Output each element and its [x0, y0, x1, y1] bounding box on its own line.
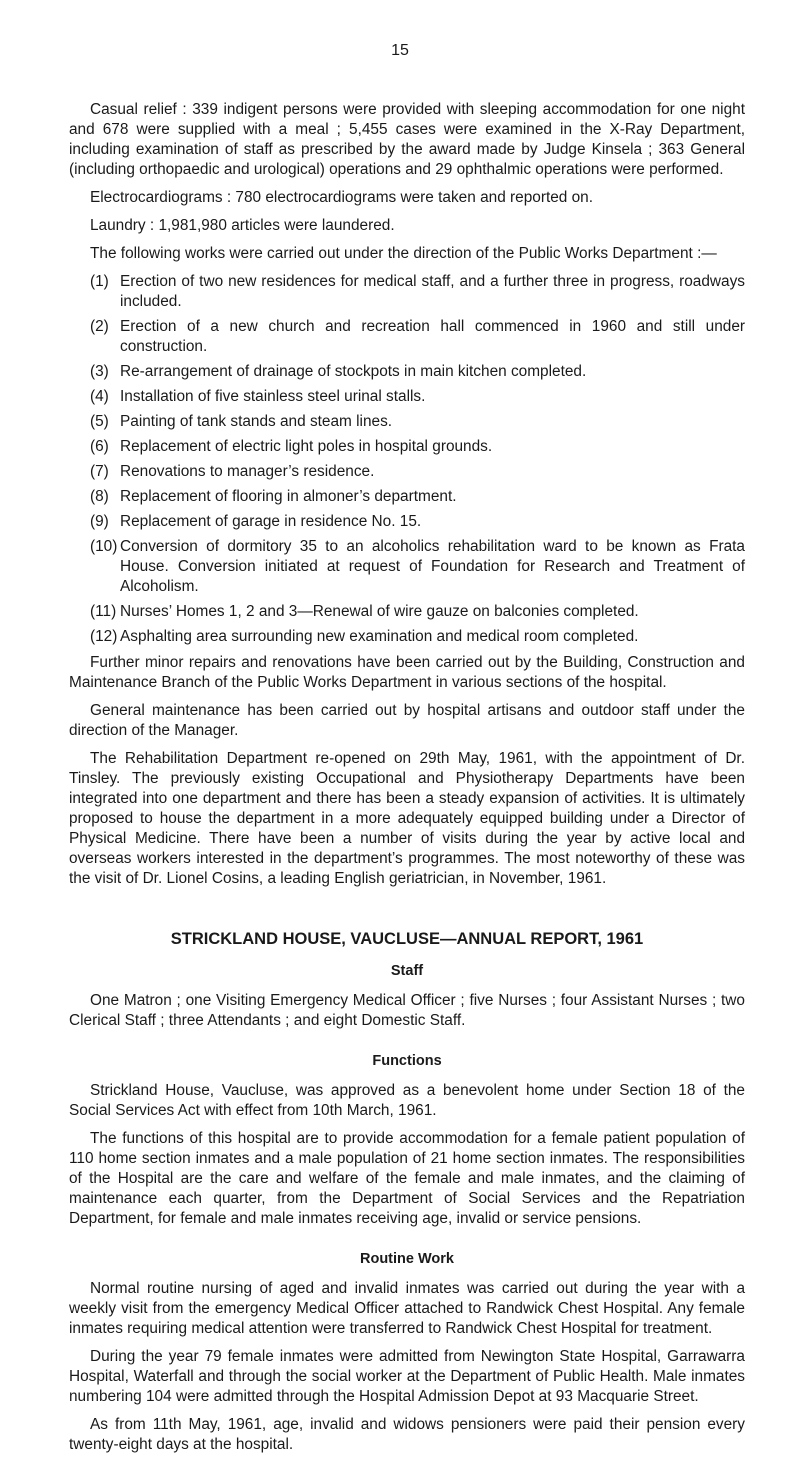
- public-works-intro-paragraph: The following works were carried out under the direction of the Public Works Department :—: [90, 245, 717, 262]
- list-item-number: (8): [90, 488, 109, 505]
- list-item: [69, 462, 745, 482]
- list-item: [69, 537, 745, 597]
- public-works-list: [69, 272, 745, 647]
- routine-work-paragraph: Normal routine nursing of aged and invalid inmates was carried out during the year with a weekly visit from the emergency Medical Officer attached to Randwick Chest Hospital. Any female inmates requiring medical attention were transferred to Randwick Chest Hospital for treatment.: [69, 1280, 745, 1337]
- laundry-paragraph: Laundry : 1,981,980 articles were laundered.: [90, 217, 395, 234]
- list-item: [69, 362, 745, 382]
- electrocardiograms-paragraph: Electrocardiograms : 780 electrocardiograms were taken and reported on.: [90, 189, 594, 206]
- casual-relief-paragraph: Casual relief : 339 indigent persons were provided with sleeping accommodation for one night and 678 were supplied with a meal ; 5,455 cases were examined in the X-Ray Department, including examination of staff as prescribed by the award made by Judge Kinsela ; 363 General (including orthopaedic and urological) operations and 29 ophthalmic operations were performed.: [69, 101, 745, 178]
- list-item: [69, 317, 745, 357]
- list-item: [69, 412, 745, 432]
- list-item-text: Erection of a new church and recreation hall commenced in 1960 and still under construction.: [120, 318, 745, 355]
- list-item: [69, 627, 745, 647]
- list-item: [69, 437, 745, 457]
- list-item-text: Asphalting area surrounding new examination and medical room completed.: [120, 628, 639, 645]
- functions-heading: Functions: [372, 1053, 442, 1069]
- list-item: [69, 487, 745, 507]
- routine-work-paragraph: As from 11th May, 1961, age, invalid and widows pensioners were paid their pension every twenty-eight days at the hospital.: [69, 1416, 745, 1453]
- minor-repairs-paragraph: Further minor repairs and renovations have been carried out by the Building, Construction and Maintenance Branch of the Public Works Department in various sections of the hospital.: [69, 654, 745, 691]
- list-item-number: (5): [90, 413, 109, 430]
- rehabilitation-paragraph: The Rehabilitation Department re-opened on 29th May, 1961, with the appointment of Dr. Tinsley. The previously existing Occupational and Physiotherapy Departments have been integrated into one department and there has been a steady expansion of activities. It is ultimately proposed to house the department in a more adequately equipped building under a Director of Physical Medicine. There have been a number of visits during the year by active local and overseas workers interested in the department’s programmes. The most noteworthy of these was the visit of Dr. Lionel Cosins, a leading English geriatrician, in November, 1961.: [69, 750, 745, 887]
- list-item: [69, 272, 745, 312]
- list-item-text: Conversion of dormitory 35 to an alcoholics rehabilitation ward to be known as Frata House. Conversion initiated at request of Foundation for Research and Treatment of Alcoholism.: [120, 538, 745, 595]
- section-title: STRICKLAND HOUSE, VAUCLUSE—ANNUAL REPORT, 1961: [170, 930, 644, 948]
- list-item-number: (7): [90, 463, 109, 480]
- list-item-text: Installation of five stainless steel urinal stalls.: [120, 388, 426, 405]
- list-item-number: (10): [90, 538, 118, 555]
- list-item-text: Erection of two new residences for medical staff, and a further three in progress, roadways included.: [120, 273, 745, 310]
- list-item-number: (6): [90, 438, 109, 455]
- list-item-number: (1): [90, 273, 109, 290]
- list-item: [69, 602, 745, 622]
- list-item-text: Nurses’ Homes 1, 2 and 3—Renewal of wire gauze on balconies completed.: [120, 603, 639, 620]
- list-item-number: (3): [90, 363, 109, 380]
- list-item-text: Replacement of flooring in almoner’s department.: [120, 488, 457, 505]
- list-item-number: (2): [90, 318, 109, 335]
- staff-heading: Staff: [390, 963, 424, 979]
- list-item-text: Re-arrangement of drainage of stockpots in main kitchen completed.: [120, 363, 587, 380]
- routine-work-heading: Routine Work: [360, 1251, 454, 1267]
- list-item-number: (9): [90, 513, 109, 530]
- page-body: [69, 100, 745, 1463]
- functions-paragraph: The functions of this hospital are to provide accommodation for a female patient population of 110 home section inmates and a male population of 21 home section inmates. The responsibilities of the Hospital are the care and welfare of the female and male inmates, and the claiming of maintenance each quarter, from the Department of Social Services and the Repatriation Department, for female and male inmates receiving age, invalid or service pensions.: [69, 1130, 745, 1227]
- list-item-number: (12): [90, 628, 118, 645]
- page-number: 15: [391, 42, 409, 59]
- list-item-text: Renovations to manager’s residence.: [120, 463, 375, 480]
- list-item: [69, 387, 745, 407]
- list-item: [69, 512, 745, 532]
- list-item-text: Painting of tank stands and steam lines.: [120, 413, 393, 430]
- list-item-text: Replacement of garage in residence No. 15.: [120, 513, 422, 530]
- general-maintenance-paragraph: General maintenance has been carried out by hospital artisans and outdoor staff under the direction of the Manager.: [69, 702, 745, 739]
- functions-paragraph: Strickland House, Vaucluse, was approved as a benevolent home under Section 18 of the Social Services Act with effect from 10th March, 1961.: [69, 1082, 745, 1119]
- list-item-number: (11): [90, 603, 117, 620]
- staff-paragraph: One Matron ; one Visiting Emergency Medical Officer ; five Nurses ; four Assistant Nurses ; two Clerical Staff ; three Attendants ; and eight Domestic Staff.: [69, 992, 745, 1029]
- routine-work-paragraph: During the year 79 female inmates were admitted from Newington State Hospital, Garrawarra Hospital, Waterfall and through the social worker at the Department of Public Health. Male inmates numbering 104 were admitted through the Hospital Admission Depot at 93 Macquarie Street.: [69, 1348, 745, 1405]
- list-item-number: (4): [90, 388, 109, 405]
- list-item-text: Replacement of electric light poles in hospital grounds.: [120, 438, 493, 455]
